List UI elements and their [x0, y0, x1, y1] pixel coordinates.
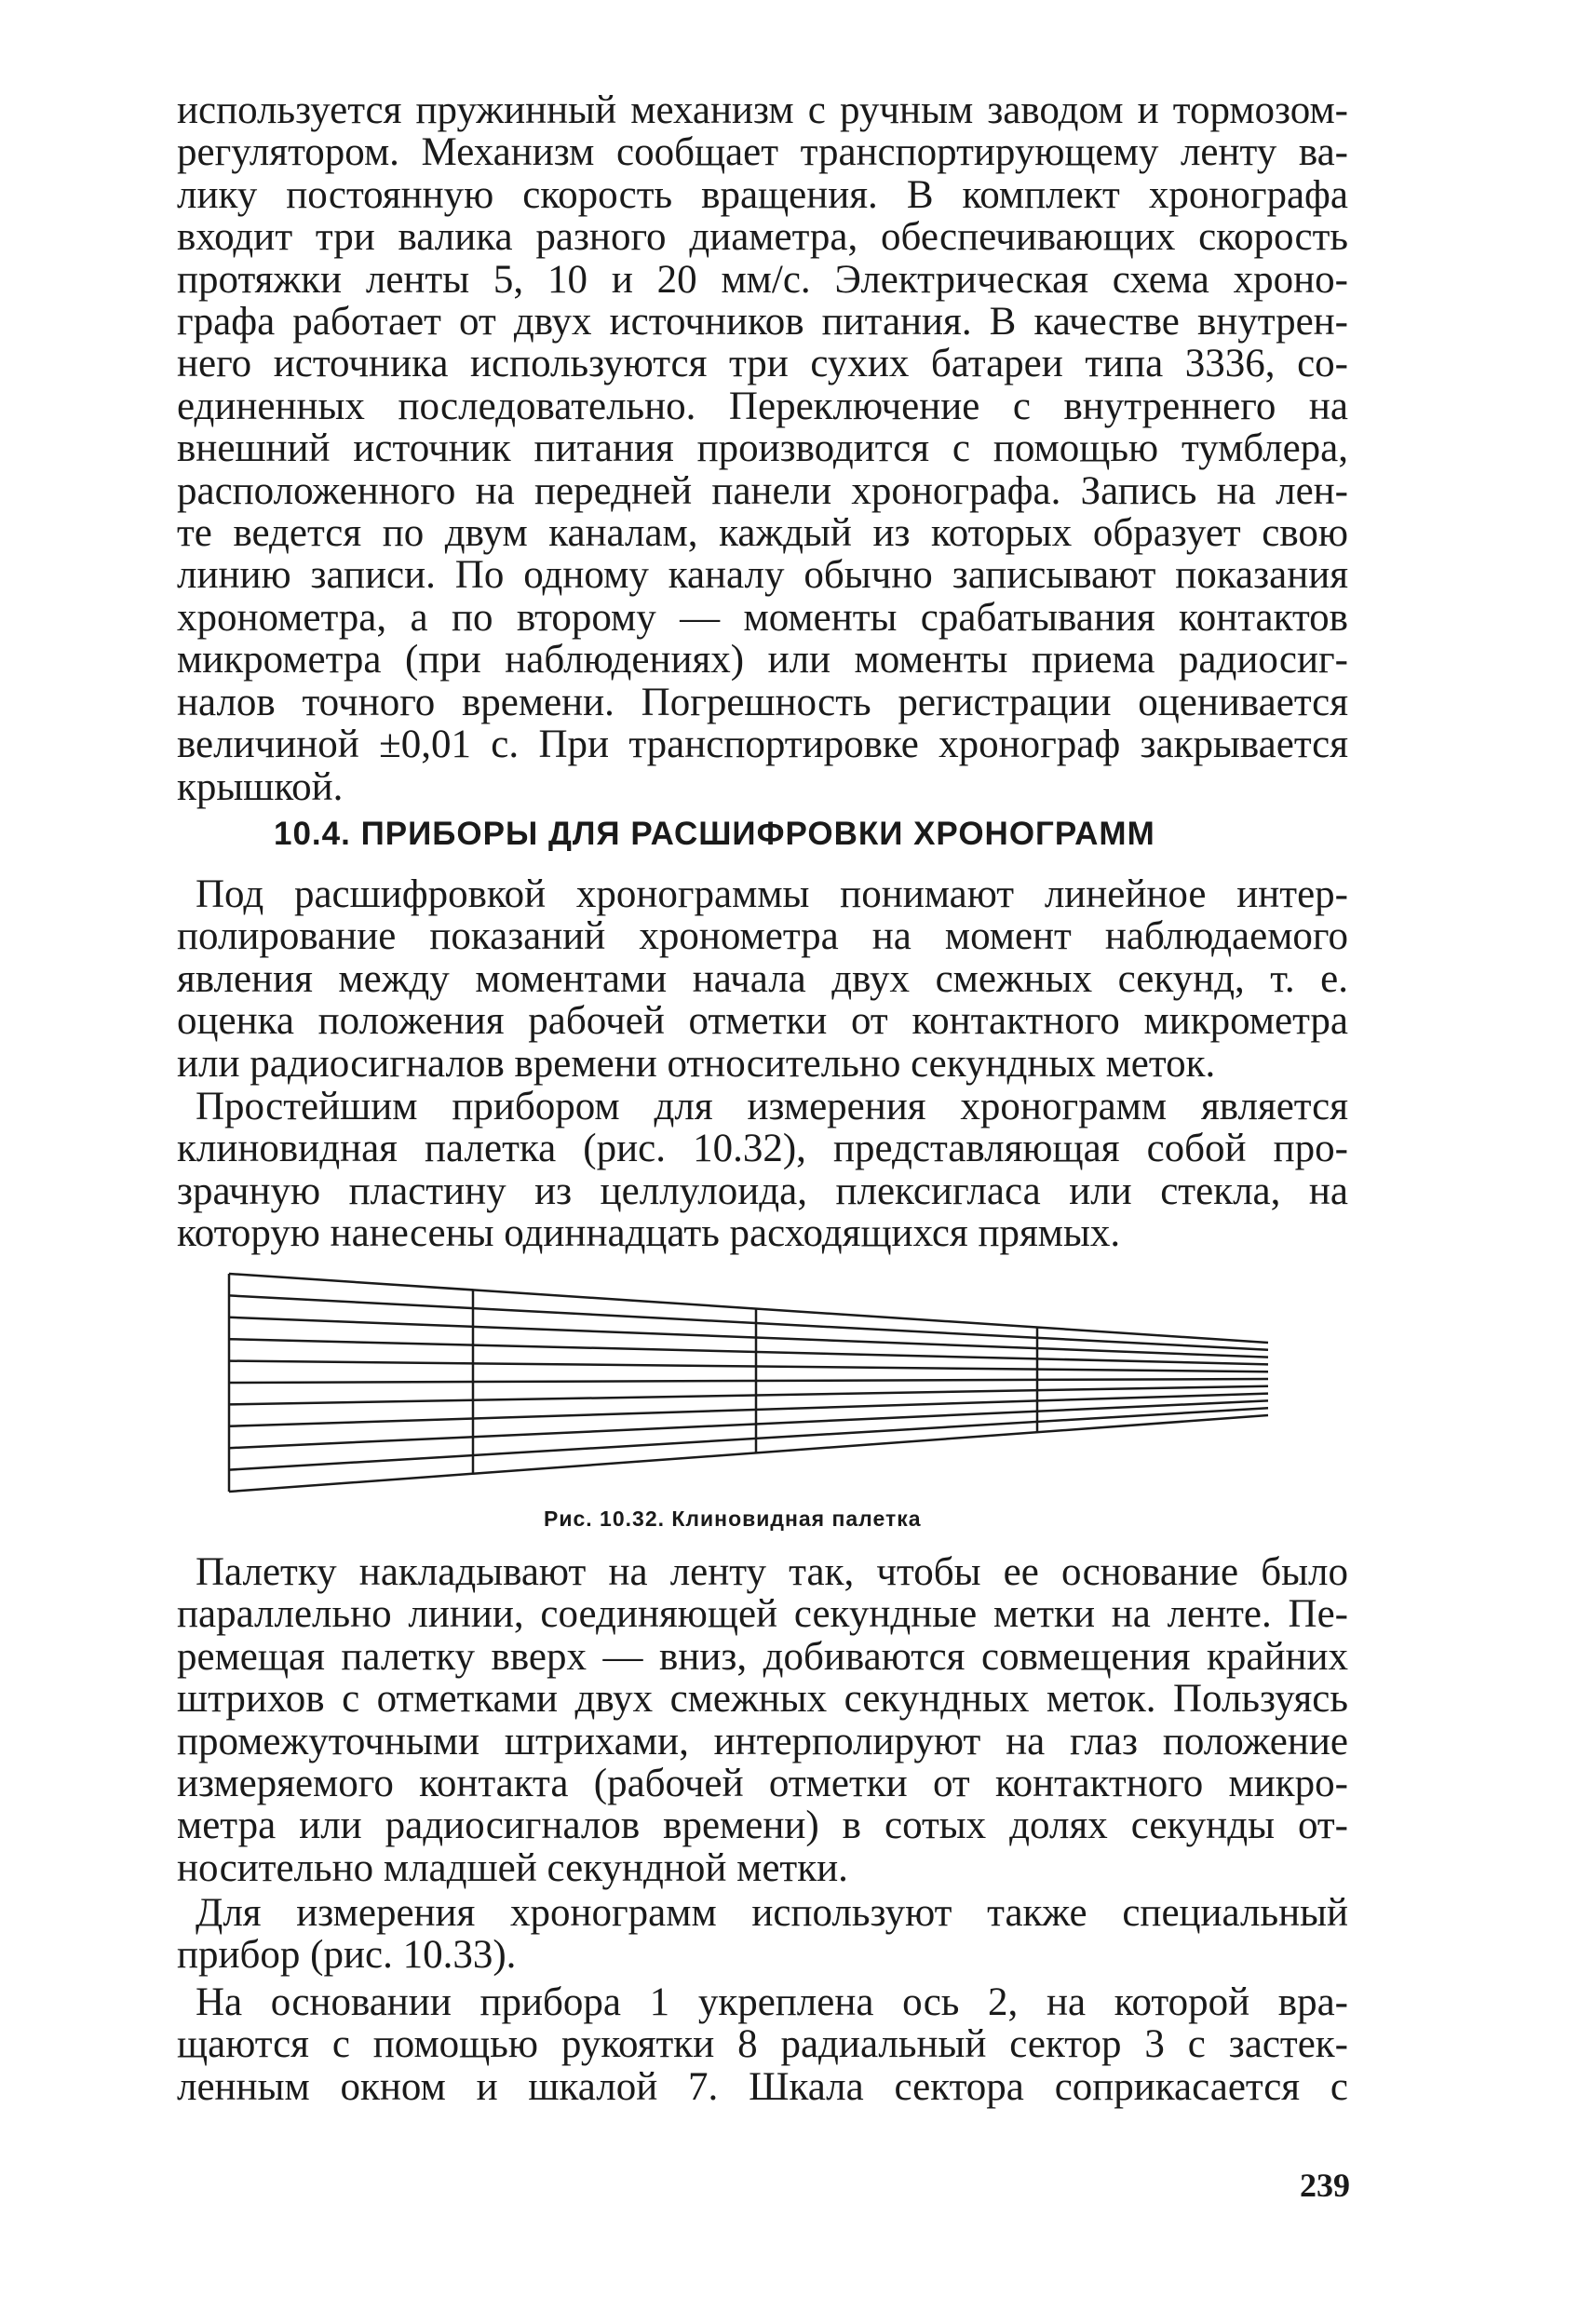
text-line: метра или радиосигналов времени) в сотых долях секунды от- [177, 1804, 1348, 1848]
text-line: протяжки ленты 5, 10 и 20 мм/с. Электрическая схема хроно- [177, 257, 1348, 302]
section-heading: 10.4. ПРИБОРЫ ДЛЯ РАСШИФРОВКИ ХРОНОГРАММ [274, 816, 1155, 852]
text-line: него источника используются три сухих батареи типа 3336, со- [177, 342, 1348, 386]
text-line: носительно младшей секундной метки. [177, 1845, 848, 1890]
text-line: или радиосигналов времени относительно секундных меток. [177, 1041, 1216, 1086]
text-line: промежуточными штрихами, интерполируют на глаз положение [177, 1719, 1348, 1763]
palette-line [229, 1394, 1268, 1426]
text-line: входит три валика разного диаметра, обеспечивающих скорость [177, 215, 1348, 260]
text-line: используется пружинный механизм с ручным заводом и тормозом- [177, 88, 1348, 132]
text-line: налов точного времени. Погрешность регистрации оценивается [177, 680, 1348, 724]
text-line: те ведется по двум каналам, каждый из которых образует свою [177, 511, 1348, 556]
text-line: измеряемого контакта (рабочей отметки от контактного микро- [177, 1762, 1348, 1806]
palette-line [229, 1400, 1268, 1448]
paragraph-3 [177, 1086, 1348, 1255]
text-line: лику постоянную скорость вращения. В комплект хронографа [177, 172, 1348, 217]
text-line: графа работает от двух источников питания. В качестве внутрен- [177, 300, 1348, 345]
paragraph-6 [177, 1981, 1348, 2108]
text-line: зрачную пластину из целлулоида, плексигласа или стекла, на [177, 1169, 1348, 1213]
paragraph-4 [177, 1551, 1348, 1889]
palette-line [229, 1408, 1268, 1469]
text-line: оценка положения рабочей отметки от контактного микрометра [177, 999, 1348, 1044]
wedge-palette-figure [223, 1266, 1285, 1499]
text-line: внешний источник питания производится с помощью тумблера, [177, 426, 1348, 471]
text-line: расположенного на передней панели хронографа. Запись на лен- [177, 468, 1348, 513]
wedge-palette-drawing [223, 1266, 1285, 1499]
text-line: хронометра, а по второму — моменты срабатывания контактов [177, 595, 1348, 640]
text-line: Простейшим прибором для измерения хронограмм является [196, 1085, 1348, 1128]
text-line: единенных последовательно. Переключение с внутреннего на [177, 384, 1348, 428]
text-line: линию записи. По одному каналу обычно записывают показания [177, 553, 1348, 598]
page-number: 239 [1300, 2167, 1350, 2204]
text-line: ремещая палетку вверх — вниз, добиваются совмещения крайних [177, 1634, 1348, 1679]
text-line: Для измерения хронограмм используют также специальный [196, 1891, 1348, 1935]
palette-line [229, 1361, 1268, 1372]
text-line: На основании прибора 1 укреплена ось 2, на которой вра- [196, 1980, 1348, 2024]
text-line: клиновидная палетка (рис. 10.32), представляющая собой про- [177, 1127, 1348, 1171]
palette-line [229, 1415, 1268, 1492]
text-line: регулятором. Механизм сообщает транспортирующему ленту ва- [177, 130, 1348, 175]
text-line: штрихов с отметками двух смежных секундных меток. Пользуясь [177, 1677, 1348, 1722]
text-line: микрометра (при наблюдениях) или моменты приема радиосиг- [177, 638, 1348, 682]
paragraph-2 [177, 873, 1348, 1085]
text-line: крышкой. [177, 764, 344, 809]
text-line: Под расшифровкой хронограммы понимают линейное интер- [196, 872, 1348, 916]
text-line: Палетку накладывают на ленту так, чтобы ее основание было [196, 1550, 1348, 1594]
text-line: щаются с помощью рукоятки 8 радиальный сектор 3 с застек- [177, 2022, 1348, 2067]
figure-caption: Рис. 10.32. Клиновидная палетка [544, 1507, 922, 1531]
text-line: параллельно линии, соединяющей секундные метки на ленте. Пе- [177, 1592, 1348, 1637]
text-line: величиной ±0,01 с. При транспортировке хронограф закрывается [177, 723, 1348, 767]
text-line: явления между моментами начала двух смежных секунд, т. е. [177, 956, 1348, 1001]
text-line: ленным окном и шкалой 7. Шкала сектора соприкасается с [177, 2064, 1348, 2109]
palette-line [229, 1379, 1268, 1383]
text-line: которую нанесены одиннадцать расходящихся прямых. [177, 1211, 1121, 1256]
palette-line [229, 1274, 1268, 1343]
palette-line [229, 1386, 1268, 1405]
text-line: прибор (рис. 10.33). [177, 1933, 517, 1978]
paragraph-top [177, 89, 1348, 808]
text-line: полирование показаний хронометра на момент наблюдаемого [177, 914, 1348, 959]
paragraph-5 [177, 1892, 1348, 1977]
